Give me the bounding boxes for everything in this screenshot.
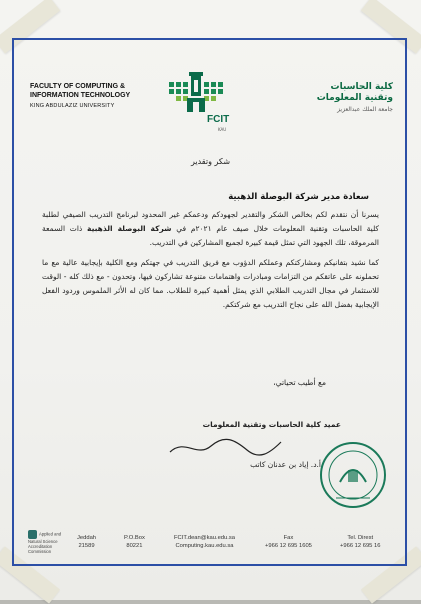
footer-pobox: [124, 534, 145, 550]
university-name-en: KING ABDULAZIZ UNIVERSITY: [30, 103, 115, 109]
signer-name: أ.د. إياد بن عدنان كاتب: [250, 460, 321, 469]
university-seal-icon: [318, 440, 388, 510]
footer-fax: [265, 534, 312, 550]
letter-body: [42, 208, 379, 318]
footer-contact: [174, 534, 235, 550]
footer-pobox-label: P.O.Box: [124, 535, 145, 541]
logo-subtext: KAU: [218, 127, 227, 132]
university-name-ar: جامعة الملك عبدالعزيز: [337, 106, 393, 113]
faculty-name-ar-line2: وتقنية المعلومات: [316, 93, 393, 103]
footer-postal-code: 21589: [78, 543, 95, 549]
logo-text: FCIT: [207, 114, 230, 125]
faculty-name-en-text: FACULTY OF COMPUTING & INFORMATION TECHNOLOGY: [30, 83, 131, 99]
footer-tel: [340, 534, 380, 550]
footer-website: Computing.kau.edu.sa: [175, 543, 234, 549]
footer-fax-number: +966 12 695 1605: [265, 543, 312, 549]
paragraph-2: كما نشيد بتفانيكم ومشاركتكم وعملكم الدؤوب مع فريق التدريب في جهتكم ومع الكلية بإيجابية عالية مع ما تحملونه على عاتقكم من التزامات ومبادرات واهتمامات متنوعة تشاركون فيها، وتحدون - مع ذلك كله - الوقت للاستثمار في مجال التدريب الطلابي الذي يمثل أهمية كبيرة للطلاب. مما كان له الأثر الملموس وردود الفعل الإيجابية بفضل الله على نجاح التدريب مع شركتكم.: [42, 258, 379, 309]
paragraph-1-part-b: ذات السمعة المرموقة، تلك الجهود التي تمثل قيمة كبيرة لجميع المشاركين في التدريب.: [42, 224, 379, 247]
footer-tel-number: +966 12 695 16: [340, 543, 381, 549]
footer-city: [77, 534, 96, 550]
footer-pobox-number: 80221: [126, 543, 143, 549]
footer-tel-label: Tel. Direst: [347, 535, 374, 541]
faculty-name-en: [30, 82, 140, 111]
letter-title: شكر وتقدير: [190, 157, 231, 166]
letter-addressee: سعادة مدير شركة البوصلة الذهبية: [228, 192, 369, 202]
accreditation-badge: [28, 530, 72, 554]
footer-email: FCIT.dean@kau.edu.sa: [174, 535, 235, 541]
letter-footer: [22, 524, 399, 560]
footer-fax-label: Fax: [283, 535, 294, 541]
company-name: شركة البوصلة الذهبية: [87, 224, 172, 233]
signer-title: عميد كلية الحاسبات وتقنية المعلومات: [202, 420, 341, 429]
paragraph-1-part-a: يسرنا أن نتقدم لكم بخالص الشكر والتقدير لجهودكم ودعمكم غير المحدود لبرنامج التدريب الصيفي لطلبة كلية الحاسبات وتقنية المعلومات خلال صيف عام ٢٠٢١م في: [42, 210, 379, 233]
accreditation-text: Applied and Natural Science Accreditation Commission: [28, 531, 62, 554]
faculty-name-ar-line1: كلية الحاسبات: [330, 82, 393, 92]
paragraph-1: [42, 208, 379, 250]
closing-line: مع أطيب تحياتي،: [273, 378, 326, 387]
faculty-name-ar: [268, 82, 393, 115]
footer-city-name: Jeddah: [77, 535, 97, 541]
handwritten-signature: [165, 436, 285, 460]
accreditation-icon: [28, 530, 37, 539]
letterhead: [22, 60, 399, 138]
fcit-logo-icon: [167, 72, 225, 114]
